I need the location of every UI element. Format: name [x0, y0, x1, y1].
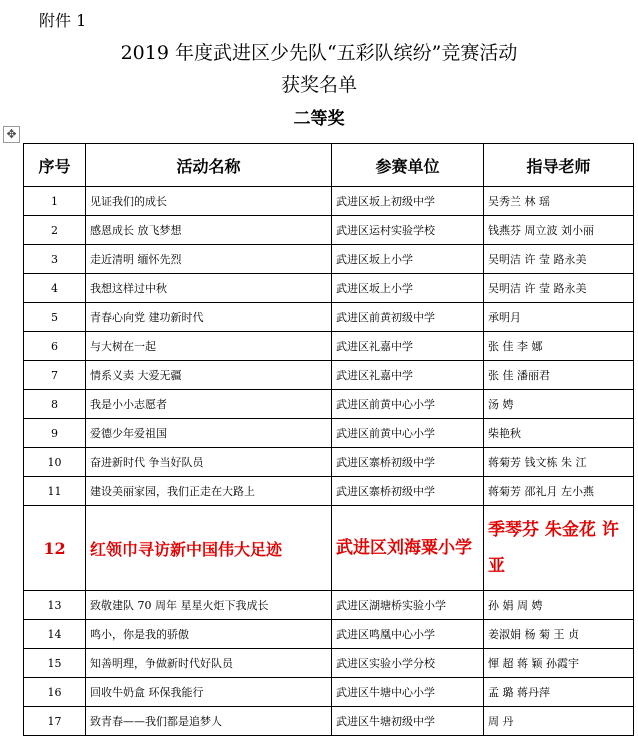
row-number: 10: [24, 448, 86, 477]
row-unit: 武进区寨桥初级中学: [332, 448, 484, 477]
row-number: 6: [24, 332, 86, 361]
table-row: [24, 274, 634, 303]
row-number: 12: [24, 506, 86, 591]
row-activity-name: 感恩成长 放飞梦想: [86, 216, 332, 245]
row-unit: 武进区坂上初级中学: [332, 187, 484, 216]
row-teacher: 吴明洁 许 莹 路永美: [484, 274, 634, 303]
row-activity-name: 爱德少年爱祖国: [86, 419, 332, 448]
row-number: 8: [24, 390, 86, 419]
row-unit: 武进区礼嘉中学: [332, 332, 484, 361]
row-activity-name: 与大树在一起: [86, 332, 332, 361]
row-activity-name: 见证我们的成长: [86, 187, 332, 216]
row-activity-name: 奋进新时代 争当好队员: [86, 448, 332, 477]
row-number: 4: [24, 274, 86, 303]
table-row: [24, 506, 634, 591]
row-number: 11: [24, 477, 86, 506]
row-activity-name: 我想这样过中秋: [86, 274, 332, 303]
table-row: [24, 620, 634, 649]
row-number: 14: [24, 620, 86, 649]
row-number: 13: [24, 591, 86, 620]
row-activity-name: 建设美丽家园，我们正走在大路上: [86, 477, 332, 506]
row-unit: 武进区牛塘中心小学: [332, 678, 484, 707]
table-row: [24, 187, 634, 216]
row-teacher: 吴秀兰 林 瑶: [484, 187, 634, 216]
row-teacher: 钱燕芬 周立波 刘小丽: [484, 216, 634, 245]
row-activity-name: 致青春——我们都是追梦人: [86, 707, 332, 736]
row-teacher: 吴明洁 许 莹 路永美: [484, 245, 634, 274]
table-row: [24, 678, 634, 707]
row-teacher: 柴艳秋: [484, 419, 634, 448]
row-unit: 武进区前黄中心小学: [332, 390, 484, 419]
row-activity-name: 红领巾寻访新中国伟大足迹: [86, 506, 332, 591]
row-teacher: 姜淑娟 杨 菊 王 贞: [484, 620, 634, 649]
table-row: [24, 245, 634, 274]
row-number: 2: [24, 216, 86, 245]
table-row: [24, 390, 634, 419]
move-handle-icon[interactable]: ✥: [3, 126, 20, 143]
row-number: 9: [24, 419, 86, 448]
table-row: [24, 216, 634, 245]
row-unit: 武进区鸣凰中心小学: [332, 620, 484, 649]
header-teacher: 指导老师: [484, 144, 634, 187]
row-activity-name: 走近清明 缅怀先烈: [86, 245, 332, 274]
table-row: [24, 591, 634, 620]
table-row: [24, 477, 634, 506]
header-activity-name: 活动名称: [86, 144, 332, 187]
row-teacher: 张 佳 李 娜: [484, 332, 634, 361]
table-header-row: [24, 144, 634, 187]
row-teacher: 季琴芬 朱金花 许 亚: [484, 506, 634, 591]
row-teacher: 蒋菊芳 钱文栋 朱 江: [484, 448, 634, 477]
row-unit: 武进区牛塘初级中学: [332, 707, 484, 736]
row-teacher: 惲 超 蒋 颖 孙霞宇: [484, 649, 634, 678]
row-activity-name: 致敬建队 70 周年 星星火炬下我成长: [86, 591, 332, 620]
table-row: [24, 361, 634, 390]
row-number: 15: [24, 649, 86, 678]
row-number: 5: [24, 303, 86, 332]
row-unit: 武进区寨桥初级中学: [332, 477, 484, 506]
page-title: 2019 年度武进区少先队“五彩队缤纷”竞赛活动: [120, 42, 518, 64]
row-unit: 武进区实验小学分校: [332, 649, 484, 678]
table-row: [24, 332, 634, 361]
header-unit: 参赛单位: [332, 144, 484, 187]
row-activity-name: 鸣小，你是我的骄傲: [86, 620, 332, 649]
row-activity-name: 知善明理，争做新时代好队员: [86, 649, 332, 678]
row-number: 7: [24, 361, 86, 390]
row-activity-name: 情系义卖 大爱无疆: [86, 361, 332, 390]
page-subtitle: 获奖名单: [280, 74, 357, 96]
header-number: 序号: [24, 144, 86, 187]
row-unit: 武进区运村实验学校: [332, 216, 484, 245]
row-unit: 武进区坂上小学: [332, 274, 484, 303]
row-number: 1: [24, 187, 86, 216]
table-row: [24, 649, 634, 678]
row-activity-name: 我是小小志愿者: [86, 390, 332, 419]
row-teacher: 孙 娟 周 娉: [484, 591, 634, 620]
row-unit: 武进区刘海粟小学: [332, 506, 484, 591]
row-teacher: 蒋菊芳 邵礼月 左小燕: [484, 477, 634, 506]
row-teacher: 汤 娉: [484, 390, 634, 419]
row-teacher: 承明月: [484, 303, 634, 332]
row-unit: 武进区前黄初级中学: [332, 303, 484, 332]
row-number: 17: [24, 707, 86, 736]
table-row: [24, 707, 634, 736]
row-unit: 武进区礼嘉中学: [332, 361, 484, 390]
row-unit: 武进区坂上小学: [332, 245, 484, 274]
row-teacher: 周 丹: [484, 707, 634, 736]
table-row: [24, 303, 634, 332]
row-number: 3: [24, 245, 86, 274]
row-unit: 武进区前黄中心小学: [332, 419, 484, 448]
row-unit: 武进区湖塘桥实验小学: [332, 591, 484, 620]
table-row: [24, 448, 634, 477]
awards-table: [23, 143, 634, 736]
row-activity-name: 回收牛奶盒 环保我能行: [86, 678, 332, 707]
row-teacher: 孟 璐 蒋丹萍: [484, 678, 634, 707]
row-teacher: 张 佳 潘丽君: [484, 361, 634, 390]
award-level-heading: 二等奖: [293, 109, 345, 129]
row-activity-name: 青春心向党 建功新时代: [86, 303, 332, 332]
row-number: 16: [24, 678, 86, 707]
table-row: [24, 419, 634, 448]
attachment-label: 附件 1: [39, 11, 87, 30]
